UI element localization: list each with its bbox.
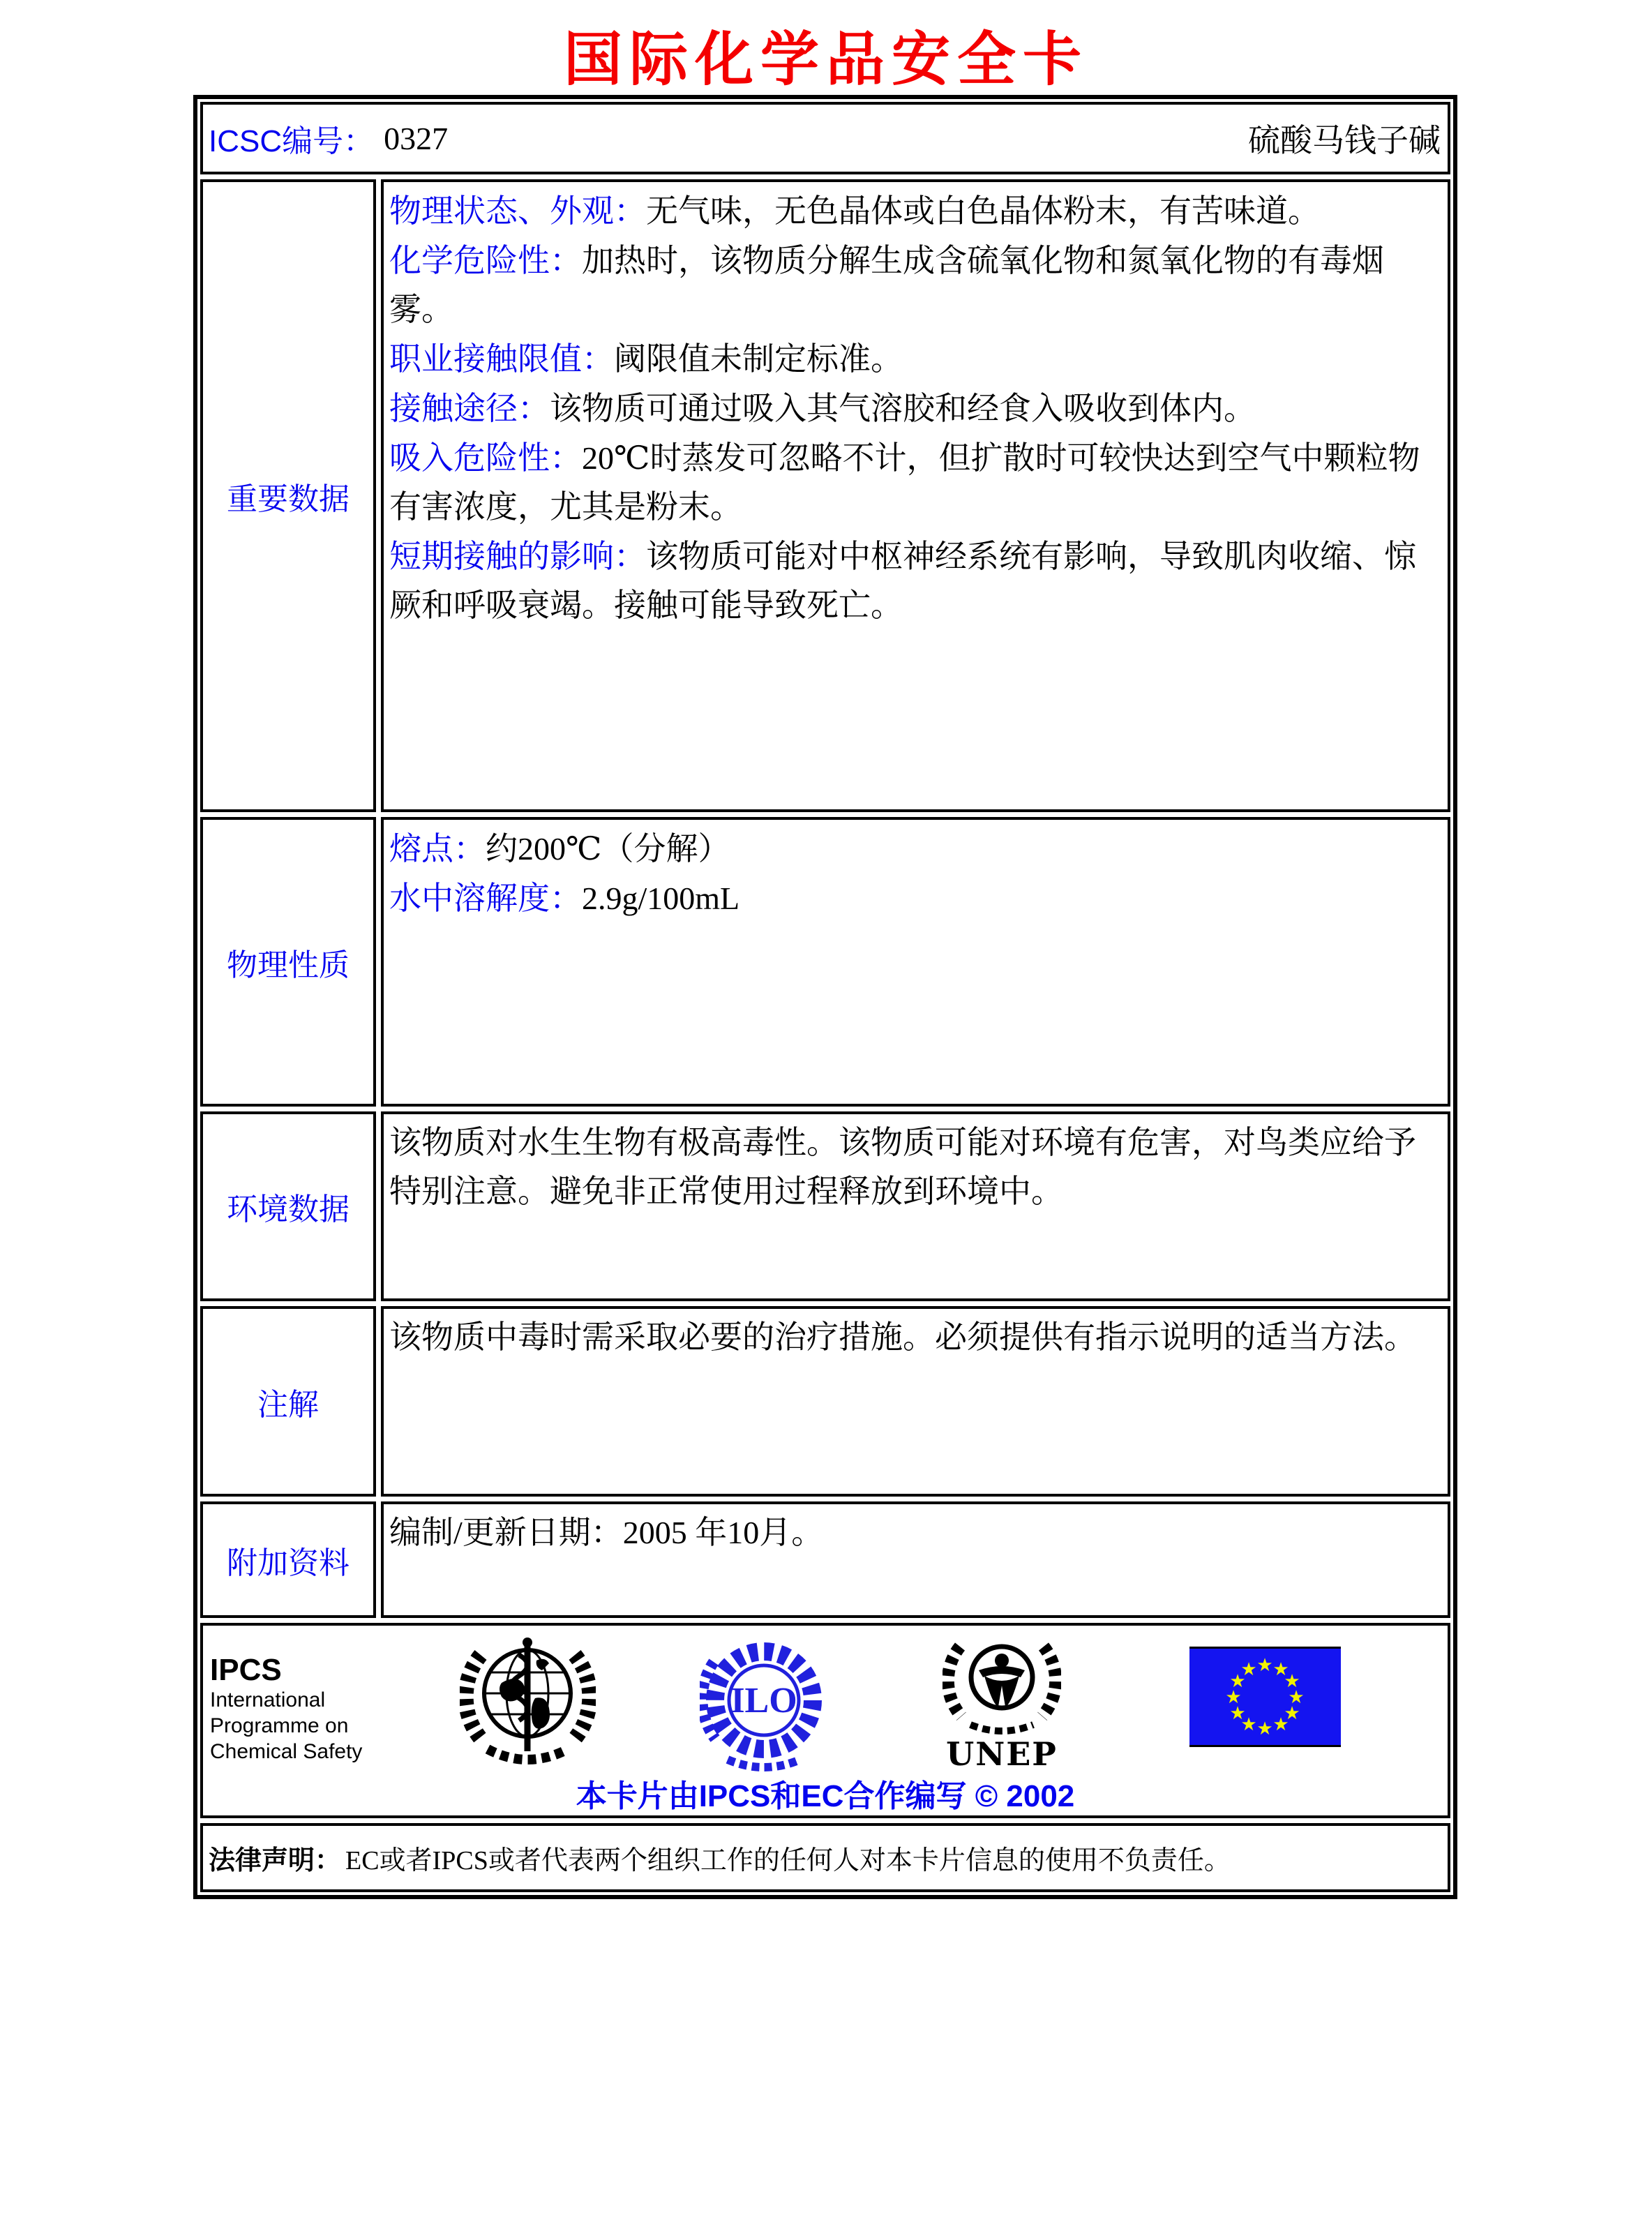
physical-item-solubility: 水中溶解度：2.9g/100mL	[389, 880, 740, 916]
physical-item-melting-point: 熔点：约200℃（分解）	[389, 830, 730, 867]
section-content-important	[381, 179, 1450, 812]
legal-cell	[200, 1823, 1450, 1892]
section-important-data	[200, 179, 1450, 812]
important-item-exposure-route: 接触途径：该物质可通过吸入其气溶胶和经食入吸收到体内。	[389, 390, 1256, 426]
ilo-emblem-icon	[700, 1634, 829, 1777]
svg-text:★: ★	[1240, 1714, 1257, 1735]
svg-text:★: ★	[1288, 1687, 1305, 1708]
cooperation-caption: 本卡片由IPCS和EC合作编写 © 2002	[576, 1779, 1075, 1813]
unep-wordmark: UNEP	[946, 1735, 1058, 1773]
section-content-environment	[381, 1111, 1450, 1301]
header-cell	[200, 102, 1450, 174]
ipcs-line1: International	[210, 1688, 326, 1711]
section-label-notes: 注解	[200, 1306, 376, 1497]
svg-text:★: ★	[1284, 1671, 1300, 1692]
important-item-short-term-effects: 短期接触的影响：该物质可能对中枢神经系统有影响，导致肌肉收缩、惊厥和呼吸衰竭。接触可能导致死亡。	[389, 538, 1416, 623]
unep-emblem-icon	[943, 1634, 1061, 1739]
page-title: 国际化学品安全卡	[563, 24, 1088, 93]
svg-text:★: ★	[1240, 1659, 1257, 1680]
svg-text:★: ★	[1272, 1659, 1289, 1680]
notes-text: 该物质中毒时需采取必要的治疗措施。必须提供有指示说明的适当方法。	[389, 1319, 1416, 1355]
section-physical-properties	[200, 817, 1450, 1107]
icsc-number-label: ICSC编号：	[209, 124, 375, 158]
svg-text:★: ★	[1256, 1718, 1273, 1739]
important-item-chemical-danger: 化学危险性：加热时，该物质分解生成含硫氧化物和氮氧化物的有毒烟雾。	[389, 242, 1384, 327]
important-item-exposure-limit: 职业接触限值：阈限值未制定标准。	[389, 340, 903, 377]
section-additional-info	[200, 1501, 1450, 1618]
svg-text:★: ★	[1229, 1703, 1246, 1724]
section-environmental-data	[200, 1111, 1450, 1301]
icsc-number-group	[209, 116, 448, 160]
section-notes	[200, 1306, 1450, 1497]
ipcs-text-block	[210, 1654, 362, 1764]
eu-flag-icon	[1189, 1647, 1341, 1747]
additional-text: 编制/更新日期：2005 年10月。	[389, 1515, 824, 1550]
icsc-number-value: 0327	[384, 120, 449, 156]
section-label-important: 重要数据	[200, 179, 376, 812]
logos-cell	[200, 1623, 1450, 1818]
section-content-physical	[381, 817, 1450, 1107]
important-item-inhalation-risk: 吸入危险性：20℃时蒸发可忽略不计，但扩散时可较快达到空气中颗粒物有害浓度，尤其是粉末。	[389, 440, 1420, 525]
legal-text: EC或者IPCS或者代表两个组织工作的任何人对本卡片信息的使用不负责任。	[345, 1846, 1231, 1875]
svg-text:★: ★	[1229, 1671, 1246, 1692]
logos-row	[200, 1623, 1450, 1818]
ilo-letters: ILO	[730, 1681, 797, 1721]
chemical-name: 硫酸马钱子碱	[1248, 123, 1441, 158]
svg-text:★: ★	[1272, 1714, 1289, 1735]
section-content-additional	[381, 1501, 1450, 1618]
who-emblem-icon	[460, 1634, 596, 1774]
svg-text:★: ★	[1225, 1687, 1242, 1708]
important-item-appearance: 物理状态、外观：无气味，无色晶体或白色晶体粉末，有苦味道。	[389, 193, 1320, 229]
ipcs-title: IPCS	[210, 1653, 282, 1687]
section-content-notes	[381, 1306, 1450, 1497]
unep-block	[943, 1634, 1061, 1773]
section-label-additional: 附加资料	[200, 1501, 376, 1618]
svg-text:★: ★	[1284, 1703, 1300, 1724]
ipcs-line2: Programme on	[210, 1714, 349, 1737]
legal-row	[200, 1823, 1450, 1892]
svg-text:★: ★	[1256, 1655, 1273, 1676]
header-row	[200, 102, 1450, 174]
icsc-card	[193, 95, 1457, 1899]
environment-text: 该物质对水生生物有极高毒性。该物质可能对环境有危害，对鸟类应给予特别注意。避免非正常使用过程释放到环境中。	[389, 1125, 1416, 1209]
ipcs-line3: Chemical Safety	[210, 1740, 363, 1763]
section-label-physical: 物理性质	[200, 817, 376, 1107]
legal-label: 法律声明：	[209, 1846, 342, 1875]
section-label-environment: 环境数据	[200, 1111, 376, 1301]
eu-flag-stars	[1189, 1649, 1341, 1745]
